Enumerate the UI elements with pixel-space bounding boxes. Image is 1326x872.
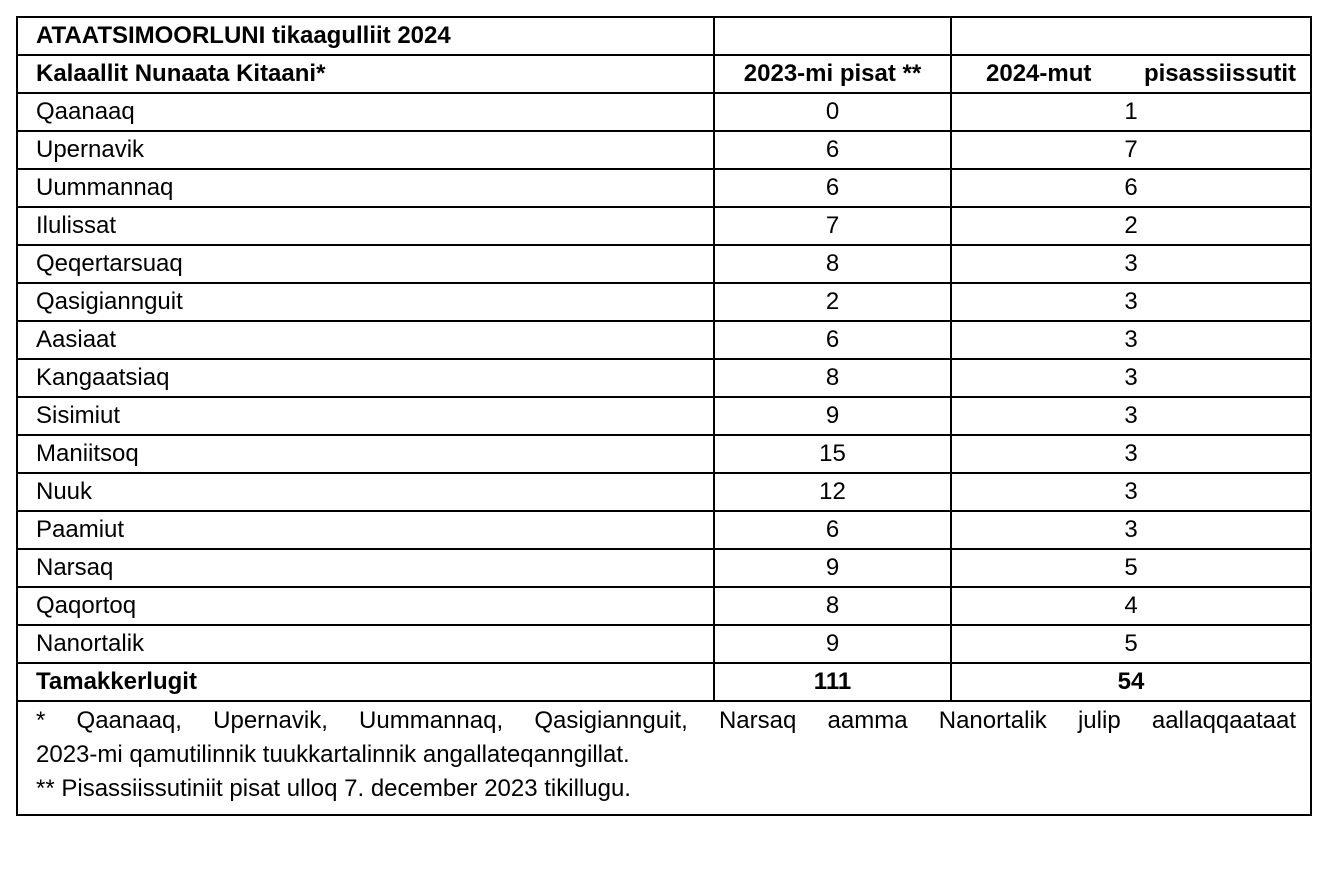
table-row (17, 587, 1311, 625)
catch-2023-cell: 8 (714, 359, 951, 397)
title-row (17, 17, 1311, 55)
total-row (17, 663, 1311, 701)
catch-2023-cell: 6 (714, 169, 951, 207)
footnotes (17, 701, 1311, 815)
quota-2024-cell: 3 (951, 435, 1311, 473)
catch-2023-cell: 9 (714, 549, 951, 587)
quota-2024-cell: 2 (951, 207, 1311, 245)
table-row (17, 321, 1311, 359)
area-cell: Maniitsoq (17, 435, 714, 473)
catch-2023-cell: 7 (714, 207, 951, 245)
table-row (17, 549, 1311, 587)
area-cell: Kangaatsiaq (17, 359, 714, 397)
quota-2024-cell: 6 (951, 169, 1311, 207)
area-cell: Uummannaq (17, 169, 714, 207)
table-row (17, 511, 1311, 549)
catch-2023-cell: 2 (714, 283, 951, 321)
area-cell: Qasigiannguit (17, 283, 714, 321)
quota-2024-cell: 3 (951, 511, 1311, 549)
footnote-2: ** Pisassiissutiniit pisat ulloq 7. december 2023 tikillugu. (36, 775, 631, 802)
area-cell: Upernavik (17, 131, 714, 169)
table-row (17, 397, 1311, 435)
table-body (17, 93, 1311, 663)
footnote-row (17, 701, 1311, 815)
catch-2023-cell: 9 (714, 397, 951, 435)
title-empty-cell (951, 17, 1311, 55)
quota-2024-cell: 3 (951, 245, 1311, 283)
area-cell: Aasiaat (17, 321, 714, 359)
catch-2023-cell: 12 (714, 473, 951, 511)
table-row (17, 359, 1311, 397)
area-cell: Paamiut (17, 511, 714, 549)
quota-2024-cell: 7 (951, 131, 1311, 169)
area-cell: Ilulissat (17, 207, 714, 245)
area-cell: Nuuk (17, 473, 714, 511)
header-area: Kalaallit Nunaata Kitaani* (17, 55, 714, 93)
catch-2023-cell: 6 (714, 511, 951, 549)
total-quota-2024: 54 (951, 663, 1311, 701)
title-empty-cell (714, 17, 951, 55)
table-title: ATAATSIMOORLUNI tikaagulliit 2024 (17, 17, 714, 55)
quota-2024-cell: 5 (951, 549, 1311, 587)
footnote-1-line-2: 2023-mi qamutilinnik tuukkartalinnik angallateqanngillat. (36, 741, 630, 768)
table-row (17, 283, 1311, 321)
header-quota-2024-part1: 2024-mut (986, 60, 1092, 87)
table-row (17, 473, 1311, 511)
quota-2024-cell: 3 (951, 283, 1311, 321)
catch-2023-cell: 8 (714, 587, 951, 625)
header-row (17, 55, 1311, 93)
quota-2024-cell: 3 (951, 359, 1311, 397)
area-cell: Qaanaaq (17, 93, 714, 131)
quota-2024-cell: 5 (951, 625, 1311, 663)
table-row (17, 169, 1311, 207)
area-cell: Nanortalik (17, 625, 714, 663)
catch-2023-cell: 9 (714, 625, 951, 663)
catch-2023-cell: 6 (714, 321, 951, 359)
area-cell: Qaqortoq (17, 587, 714, 625)
quota-table (16, 16, 1312, 816)
area-cell: Qeqertarsuaq (17, 245, 714, 283)
table-row (17, 207, 1311, 245)
quota-2024-cell: 4 (951, 587, 1311, 625)
area-cell: Narsaq (17, 549, 714, 587)
area-cell: Sisimiut (17, 397, 714, 435)
catch-2023-cell: 0 (714, 93, 951, 131)
catch-2023-cell: 15 (714, 435, 951, 473)
quota-2024-cell: 1 (951, 93, 1311, 131)
catch-2023-cell: 6 (714, 131, 951, 169)
quota-2024-cell: 3 (951, 321, 1311, 359)
catch-2023-cell: 8 (714, 245, 951, 283)
table-row (17, 245, 1311, 283)
table-row (17, 131, 1311, 169)
quota-2024-cell: 3 (951, 397, 1311, 435)
table-row (17, 93, 1311, 131)
table-row (17, 625, 1311, 663)
header-quota-2024 (951, 55, 1311, 93)
table-row (17, 435, 1311, 473)
header-quota-2024-part2: pisassiissutit (1143, 60, 1296, 87)
quota-2024-cell: 3 (951, 473, 1311, 511)
total-catch-2023: 111 (714, 663, 951, 701)
footnote-1-line-1: * Qaanaaq, Upernavik, Uummannaq, Qasigiannguit, Narsaq aamma Nanortalik julip aallaqqaataat (36, 707, 1296, 734)
total-label: Tamakkerlugit (17, 663, 714, 701)
header-catch-2023: 2023-mi pisat ** (714, 55, 951, 93)
